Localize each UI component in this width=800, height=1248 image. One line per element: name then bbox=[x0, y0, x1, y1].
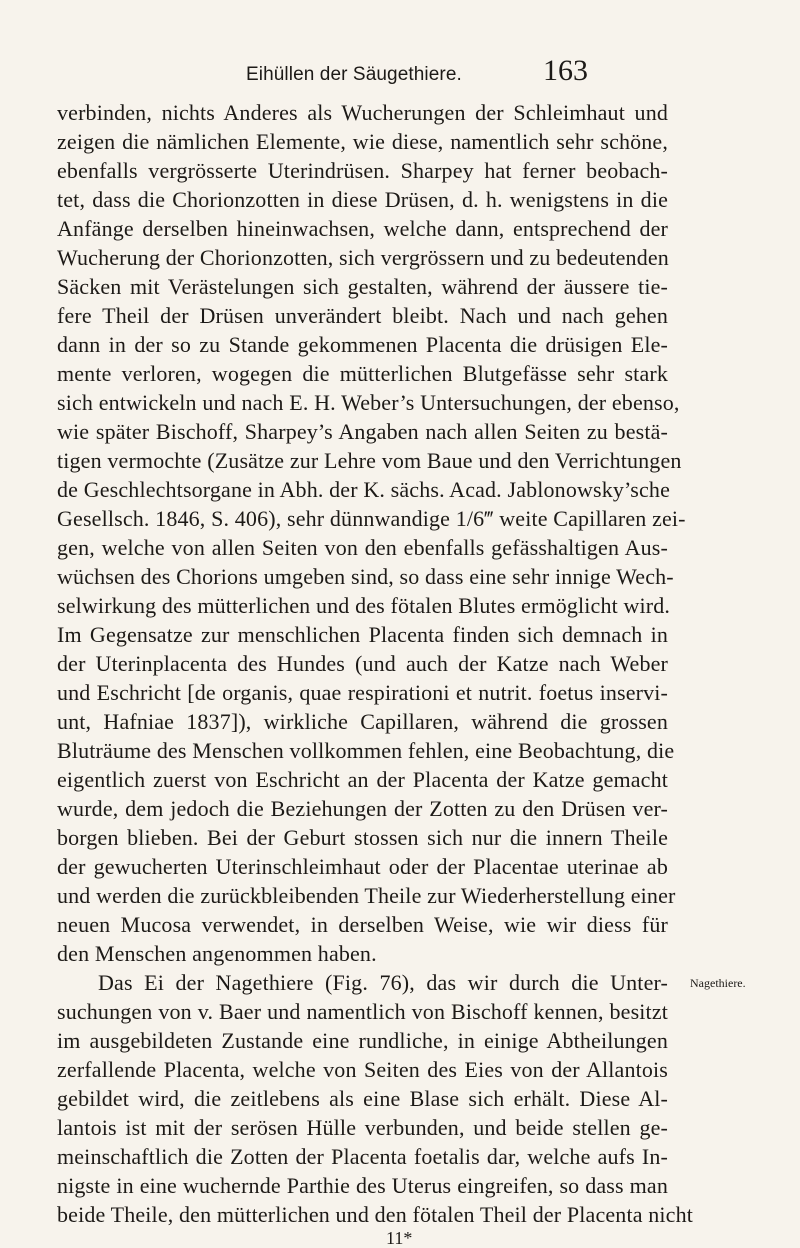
marginal-note: Nagethiere. bbox=[690, 976, 746, 990]
text-line: de Geschlechtsorgane in Abh. der K. sächs. Acad. Jablonowsky’sche bbox=[57, 477, 670, 502]
text-line: im ausgebildeten Zustande eine rundliche, in einige Abtheilungen bbox=[57, 1028, 668, 1053]
text-line: Bluträume des Menschen vollkommen fehlen, eine Beobachtung, die bbox=[57, 738, 675, 763]
text-line: Im Gegensatze zur menschlichen Placenta finden sich demnach in bbox=[57, 622, 668, 647]
text-line: nigste in eine wuchernde Parthie des Uterus eingreifen, so dass man bbox=[57, 1173, 668, 1198]
text-line: neuen Mucosa verwendet, in derselben Weise, wie wir diess für bbox=[57, 912, 668, 937]
text-line: suchungen von v. Baer und namentlich von Bischoff kennen, besitzt bbox=[57, 999, 668, 1024]
text-line: Gesellsch. 1846, S. 406), sehr dünnwandige 1/6‴ weite Capillaren zei- bbox=[57, 506, 686, 531]
text-line: selwirkung des mütterlichen und des fötalen Blutes ermöglicht wird. bbox=[57, 593, 671, 618]
text-line: wurde, dem jedoch die Beziehungen der Zotten zu den Drüsen ver- bbox=[57, 796, 668, 821]
text-line: zeigen die nämlichen Elemente, wie diese, namentlich sehr schöne, bbox=[57, 129, 668, 154]
text-line: dann in der so zu Stande gekommenen Placenta die drüsigen Ele- bbox=[57, 332, 668, 357]
text-line: und Eschricht [de organis, quae respirationi et nutrit. foetus inservi- bbox=[57, 680, 668, 705]
running-head: Eihüllen der Säugethiere. bbox=[246, 64, 462, 85]
signature-mark: 11* bbox=[386, 1228, 413, 1248]
text-line: mente verloren, wogegen die mütterlichen Blutgefässe sehr stark bbox=[57, 361, 668, 386]
text-line: ebenfalls vergrösserte Uterindrüsen. Sharpey hat ferner beobach- bbox=[57, 158, 668, 183]
text-line: wie später Bischoff, Sharpey’s Angaben nach allen Seiten zu bestä- bbox=[57, 419, 668, 444]
text-line: den Menschen angenommen haben. bbox=[57, 941, 377, 966]
text-line: Das Ei der Nagethiere (Fig. 76), das wir durch die Unter- bbox=[98, 970, 668, 995]
text-line: der Uterinplacenta des Hundes (und auch der Katze nach Weber bbox=[57, 651, 668, 676]
page-number: 163 bbox=[543, 54, 588, 87]
text-line: meinschaftlich die Zotten der Placenta foetalis dar, welche aufs In- bbox=[57, 1144, 668, 1169]
text-line: gebildet wird, die zeitlebens als eine Blase sich erhält. Diese Al- bbox=[57, 1086, 668, 1111]
text-line: sich entwickeln und nach E. H. Weber’s Untersuchungen, der ebenso, bbox=[57, 390, 680, 415]
text-line: beide Theile, den mütterlichen und den fötalen Theil der Placenta nicht bbox=[57, 1202, 694, 1227]
text-line: Wucherung der Chorionzotten, sich vergrössern und zu bedeutenden bbox=[57, 245, 669, 270]
text-line: fere Theil der Drüsen unverändert bleibt. Nach und nach gehen bbox=[57, 303, 668, 328]
text-line: unt, Hafniae 1837]), wirkliche Capillaren, während die grossen bbox=[57, 709, 668, 734]
text-line: tigen vermochte (Zusätze zur Lehre vom Baue und den Verrichtungen bbox=[57, 448, 682, 473]
text-line: eigentlich zuerst von Eschricht an der Placenta der Katze gemacht bbox=[57, 767, 668, 792]
text-line: lantois ist mit der serösen Hülle verbunden, und beide stellen ge- bbox=[57, 1115, 668, 1140]
text-line: Säcken mit Verästelungen sich gestalten, während der äussere tie- bbox=[57, 274, 668, 299]
text-line: verbinden, nichts Anderes als Wucherungen der Schleimhaut und bbox=[57, 100, 668, 125]
text-line: und werden die zurückbleibenden Theile zur Wiederherstellung einer bbox=[57, 883, 676, 908]
text-line: wüchsen des Chorions umgeben sind, so dass eine sehr innige Wech- bbox=[57, 564, 674, 589]
text-line: zerfallende Placenta, welche von Seiten des Eies von der Allantois bbox=[57, 1057, 668, 1082]
text-line: borgen blieben. Bei der Geburt stossen sich nur die innern Theile bbox=[57, 825, 668, 850]
text-line: Anfänge derselben hineinwachsen, welche dann, entsprechend der bbox=[57, 216, 668, 241]
text-line: der gewucherten Uterinschleimhaut oder der Placentae uterinae ab bbox=[57, 854, 668, 879]
text-line: gen, welche von allen Seiten von den ebenfalls gefässhaltigen Aus- bbox=[57, 535, 668, 560]
text-line: tet, dass die Chorionzotten in diese Drüsen, d. h. wenigstens in die bbox=[57, 187, 668, 212]
